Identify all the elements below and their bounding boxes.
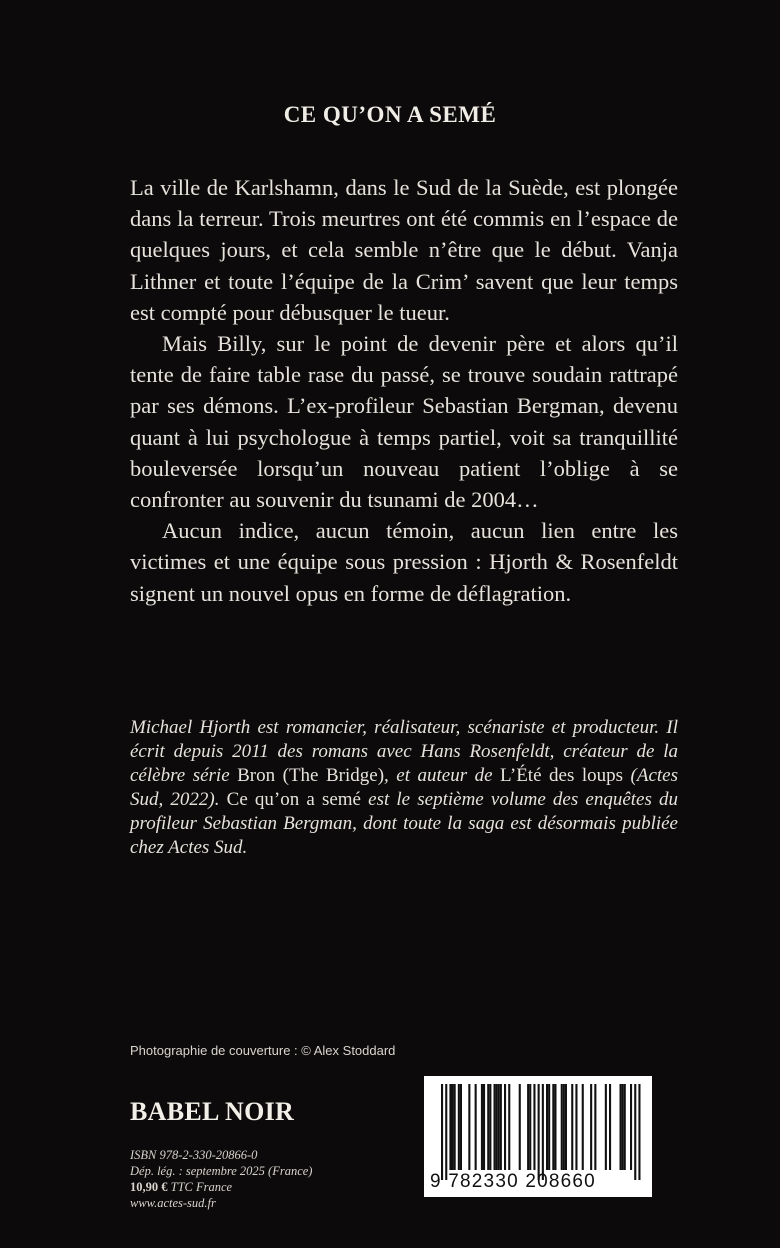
barcode-bar bbox=[519, 1084, 521, 1170]
barcode-bar bbox=[548, 1084, 550, 1170]
barcode-bar bbox=[552, 1084, 554, 1170]
barcode-bar bbox=[445, 1084, 447, 1180]
barcode-bar bbox=[454, 1084, 456, 1170]
barcode-bar bbox=[565, 1084, 567, 1170]
author-bio bbox=[130, 716, 678, 860]
barcode-bar bbox=[554, 1084, 556, 1170]
barcode-bar bbox=[527, 1084, 529, 1170]
barcode-bar bbox=[563, 1084, 565, 1170]
synopsis bbox=[130, 172, 678, 609]
barcode-bar bbox=[475, 1084, 477, 1170]
price-suffix: TTC France bbox=[167, 1180, 233, 1194]
barcode-bar bbox=[590, 1084, 592, 1170]
bio-series-name: Bron bbox=[237, 765, 276, 786]
barcode-bar bbox=[620, 1084, 622, 1170]
barcode bbox=[424, 1076, 652, 1197]
bio-text: est le septième volume des enquêtes du profileur Sebastian Bergman, dont toute la saga est désormais publiée chez Actes Sud. bbox=[130, 789, 679, 858]
barcode-bar bbox=[638, 1084, 640, 1180]
synopsis-paragraph-3: Aucun indice, aucun témoin, aucun lien entre les victimes et une équipe sous pression : Hjorth & Rosenfeldt signent un nouvel opus en forme de déflagration. bbox=[130, 518, 678, 606]
barcode-bar bbox=[622, 1084, 624, 1170]
barcode-bar bbox=[483, 1084, 485, 1170]
barcode-bar bbox=[468, 1084, 470, 1170]
book-title: CE QU’ON A SEMÉ bbox=[283, 102, 497, 127]
barcode-bar bbox=[504, 1084, 506, 1170]
price bbox=[130, 1179, 312, 1195]
barcode-bar bbox=[500, 1084, 502, 1170]
bio-text: (Actes Sud, 2022). bbox=[130, 765, 678, 810]
barcode-number: 9 782330 208660 bbox=[430, 1171, 596, 1192]
synopsis-paragraph-1: La ville de Karlshamn, dans le Sud de la Suède, est plongée dans la terreur. Trois meurtres ont été commis en l’espace de quelques jours, et cela semble n’être que le début. Vanja Lithner et toute l’équipe de la Crim’ savent que leur temps est compté pour débusquer le tueur. bbox=[130, 175, 678, 325]
barcode-bar bbox=[634, 1084, 636, 1180]
barcode-bar bbox=[561, 1084, 563, 1170]
bio-text: , et auteur de bbox=[384, 765, 501, 786]
barcode-bar bbox=[542, 1084, 544, 1180]
bio-book-title: Ce qu’on a semé bbox=[226, 789, 361, 810]
bio-book-title: L’Été des loups bbox=[500, 765, 624, 786]
barcode-bar bbox=[575, 1084, 577, 1170]
bio-text: Michael Hjorth est romancier, réalisateur, scénariste et producteur. Il écrit depuis 2011 des romans avec Hans Rosenfeldt, créateur de la célèbre série bbox=[130, 717, 678, 786]
barcode-bar bbox=[605, 1084, 607, 1170]
price-value: 10,90 € bbox=[130, 1180, 168, 1194]
barcode-bar bbox=[609, 1084, 611, 1170]
publication-info bbox=[130, 1147, 312, 1211]
barcode-bar bbox=[449, 1084, 451, 1170]
barcode-bar bbox=[508, 1084, 510, 1170]
barcode-bar bbox=[533, 1084, 535, 1170]
barcode-bar bbox=[630, 1084, 632, 1170]
barcode-bar bbox=[481, 1084, 483, 1170]
barcode-bar bbox=[441, 1084, 443, 1180]
barcode-bar bbox=[546, 1084, 548, 1170]
barcode-bar bbox=[452, 1084, 454, 1170]
barcode-bar bbox=[487, 1084, 489, 1170]
synopsis-paragraph-2: Mais Billy, sur le point de devenir père et alors qu’il tente de faire table rase du passé, se trouve soudain rattrapé par ses démons. L’ex-profileur Sebastian Bergman, devenu quant à lui psychologue à temps partiel, voit sa tranquillité bouleversée lorsqu’un nouveau patient l’oblige à se confronter au souvenir du tsunami de 2004… bbox=[130, 331, 678, 513]
barcode-bar bbox=[460, 1084, 462, 1170]
imprint-logo: BABEL NOIR bbox=[130, 1097, 295, 1126]
barcode-bar bbox=[494, 1084, 496, 1170]
barcode-bar bbox=[594, 1084, 596, 1170]
barcode-bar bbox=[529, 1084, 531, 1170]
photo-credit: Photographie de couverture : © Alex Stoddard bbox=[130, 1043, 396, 1058]
isbn: ISBN 978-2-330-20866-0 bbox=[130, 1148, 258, 1162]
bio-series-subtitle: (The Bridge) bbox=[275, 765, 385, 786]
website: www.actes-sud.fr bbox=[130, 1196, 216, 1210]
barcode-bar bbox=[496, 1084, 498, 1170]
legal-deposit: Dép. lég. : septembre 2025 (France) bbox=[130, 1164, 313, 1178]
barcode-bar bbox=[582, 1084, 584, 1170]
barcode-bar bbox=[624, 1084, 626, 1170]
barcode-bar bbox=[498, 1084, 500, 1170]
barcode-bar bbox=[571, 1084, 573, 1170]
barcode-bar bbox=[489, 1084, 491, 1170]
barcode-bar bbox=[538, 1084, 540, 1180]
barcode-bar bbox=[458, 1084, 460, 1170]
